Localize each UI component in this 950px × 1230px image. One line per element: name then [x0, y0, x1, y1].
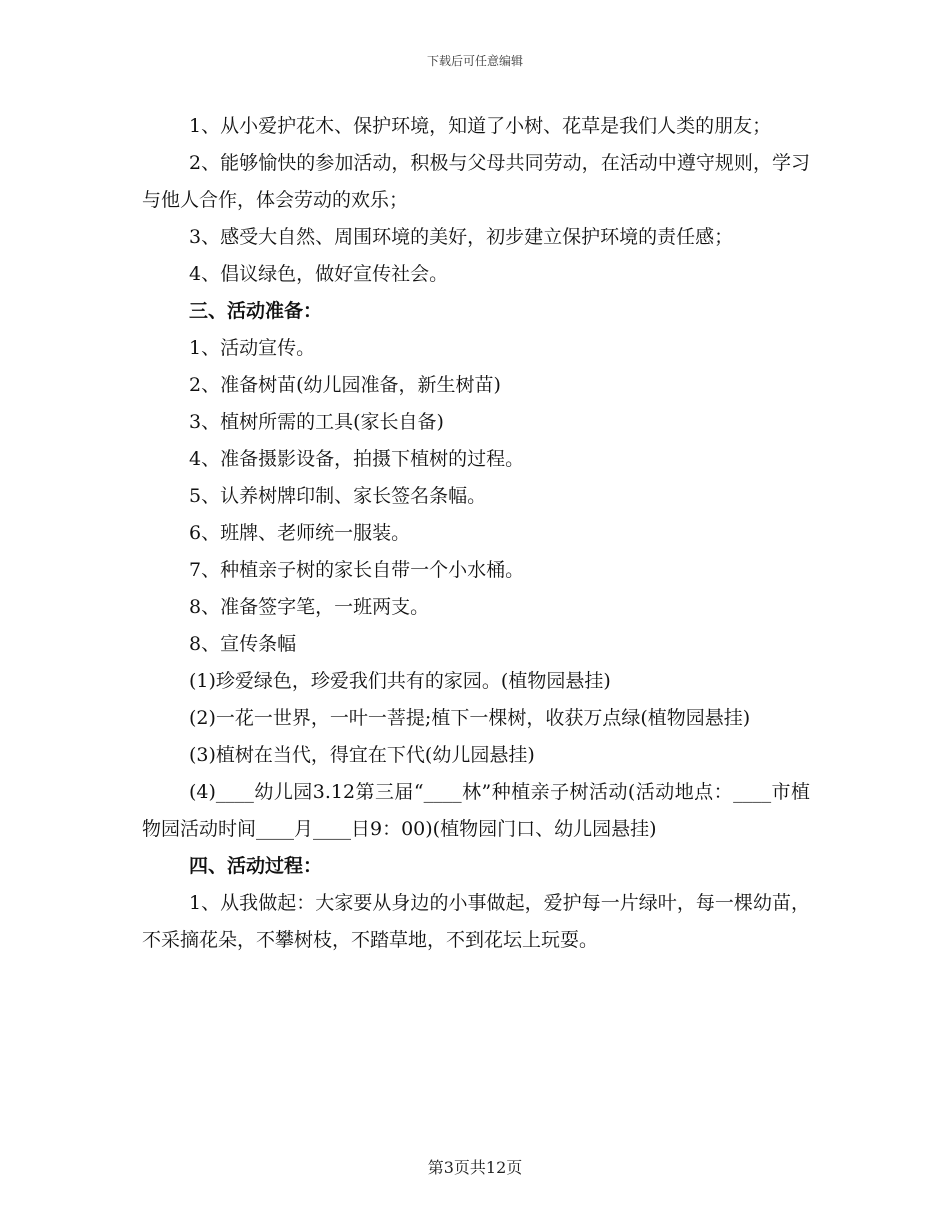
document-body: [142, 108, 810, 959]
paragraph: 2、准备树苗(幼儿园准备，新生树苗): [189, 374, 501, 396]
paragraph: 5、认养树牌印制、家长签名条幅。: [189, 485, 487, 507]
paragraph: 2、能够愉快的参加活动，积极与父母共同劳动，在活动中遵守规则，学习与他人合作，体会劳动的欢乐；: [142, 152, 810, 211]
paragraph: 1、从小爱护花木、保护环境，知道了小树、花草是我们人类的朋友；: [189, 115, 772, 137]
paragraph: 4、准备摄影设备，拍摄下植树的过程。: [189, 448, 525, 470]
paragraph: (4)____幼儿园3.12第三届“____林”种植亲子树活动(活动地点：____市植物园活动时间____月____日9：00)(植物园门口、幼儿园悬挂): [142, 781, 810, 840]
section-heading: 三、活动准备：: [189, 300, 323, 322]
paragraph: (1)珍爱绿色，珍爱我们共有的家园。(植物园悬挂): [189, 670, 611, 692]
paragraph: 8、宣传条幅: [189, 633, 297, 655]
section-heading: 四、活动过程：: [189, 855, 323, 877]
page-header: 下载后可任意编辑: [426, 54, 523, 68]
paragraph: 3、感受大自然、周围环境的美好，初步建立保护环境的责任感；: [189, 226, 734, 248]
page-footer: 第3页共12页: [427, 1158, 523, 1177]
paragraph: 1、活动宣传。: [189, 337, 316, 359]
paragraph: (3)植树在当代，得宜在下代(幼儿园悬挂): [189, 744, 535, 766]
paragraph: 4、倡议绿色，做好宣传社会。: [189, 263, 449, 285]
paragraph: 8、准备签字笔，一班两支。: [189, 596, 430, 618]
paragraph: (2)一花一世界，一叶一菩提;植下一棵树，收获万点绿(植物园悬挂): [189, 707, 751, 729]
paragraph: 6、班牌、老师统一服装。: [189, 522, 411, 544]
paragraph: 7、种植亲子树的家长自带一个小水桶。: [189, 559, 525, 581]
paragraph: 3、植树所需的工具(家长自备): [189, 411, 444, 433]
paragraph: 1、从我做起：大家要从身边的小事做起，爱护每一片绿叶，每一棵幼苗，不采摘花朵，不攀树枝，不踏草地，不到花坛上玩耍。: [142, 892, 810, 951]
